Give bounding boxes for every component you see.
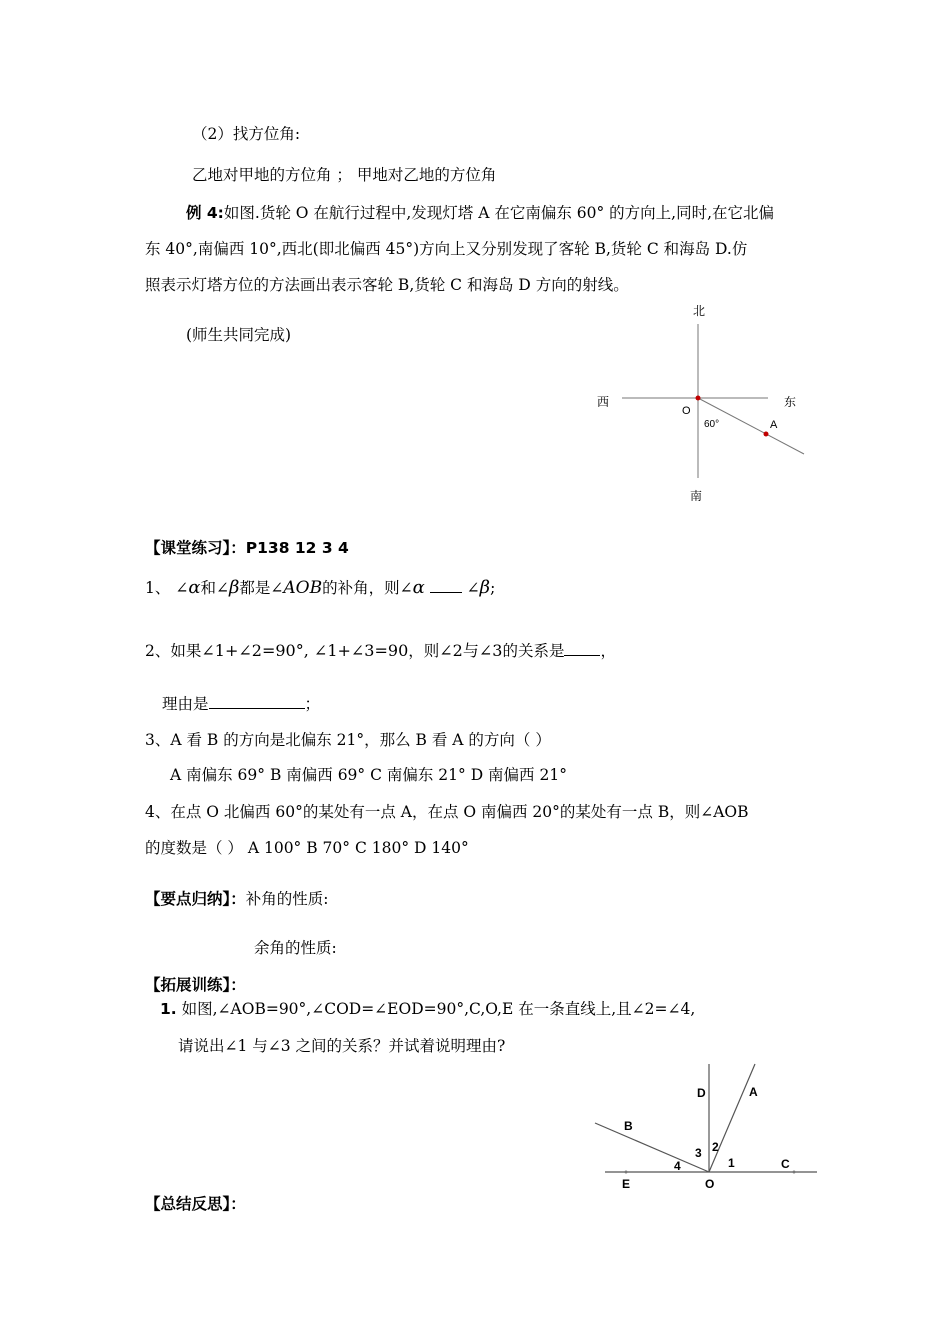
question-4-line1: 4、在点 O 北偏西 60°的某处有一点 A，在点 O 南偏西 20°的某处有一点 B，则∠AOB — [145, 803, 749, 821]
beta: β — [228, 577, 240, 598]
q2-text1: 如果 — [170, 642, 202, 660]
question-1 — [145, 576, 495, 598]
label-east: 东 — [784, 395, 797, 409]
q1-answer-blank[interactable] — [430, 578, 462, 593]
origin-dot — [696, 396, 701, 401]
q2-reason-semi: ； — [304, 695, 321, 713]
label-angle-3: 3 — [695, 1146, 702, 1160]
angle-diagram — [585, 1060, 825, 1195]
q1-num: 1、 — [145, 579, 171, 597]
summary-heading: 【要点归纳】： — [145, 890, 246, 908]
summary-supp: 补角的性质: — [245, 890, 329, 908]
example4-line1 — [186, 201, 774, 223]
practice-heading: 【课堂练习】： — [145, 539, 246, 557]
label-a: A — [770, 419, 778, 431]
q2-text3: 的关系是 — [502, 642, 565, 660]
example4-line2: 东 40°,南偏西 10°,西北(即北偏西 45°)方向上又分别发现了客轮 B,货轮 C 和海岛 D.仿 — [145, 240, 748, 258]
question-2-reason — [162, 692, 320, 714]
example4-note: (师生共同完成) — [186, 326, 292, 344]
q2-num: 2、 — [145, 642, 171, 660]
example4-text1: 如图.货轮 O 在航行过程中,发现灯塔 A 在它南偏东 60° 的方向上,同时,在它北偏 — [223, 204, 775, 222]
label-south: 南 — [690, 489, 703, 503]
example4-label: 例 4: — [186, 204, 224, 222]
question-3: 3、A 看 B 的方向是北偏东 21°，那么 B 看 A 的方向（ ） — [145, 731, 551, 749]
label-e: E — [622, 1177, 631, 1191]
alpha: α — [188, 577, 201, 598]
point-e — [625, 1171, 628, 1174]
extension-heading: 【拓展训练】： — [145, 976, 246, 994]
aob: AOB — [283, 578, 323, 598]
q2-comma: ， — [600, 642, 616, 660]
point-c — [793, 1171, 796, 1174]
part2-line: 乙地对甲地的方位角 ； 甲地对乙地的方位角 — [192, 166, 497, 184]
q1-semi: ; — [490, 579, 496, 597]
beta-2: β — [479, 577, 491, 598]
example4-line3: 照表示灯塔方位的方法画出表示客轮 B,货轮 C 和海岛 D 方向的射线。 — [145, 276, 629, 294]
label-o: O — [705, 1177, 715, 1191]
angle-symbol: ∠ — [270, 579, 284, 597]
q2-reason-label: 理由是 — [162, 695, 209, 713]
label-angle-1: 1 — [728, 1156, 735, 1170]
angle-symbol: ∠ — [215, 579, 229, 597]
compass-diagram — [590, 300, 820, 510]
extension-num: 1. — [160, 1000, 177, 1018]
part2-title: （2）找方位角: — [192, 125, 301, 143]
summary-line1 — [145, 887, 329, 909]
extension-line2: 请说出∠1 与∠3 之间的关系？并试着说明理由? — [178, 1037, 506, 1055]
label-a: A — [749, 1085, 758, 1099]
label-b: B — [624, 1119, 633, 1133]
ray-ob — [595, 1123, 709, 1172]
label-west: 西 — [597, 395, 610, 409]
angle-symbol: ∠ — [399, 579, 413, 597]
angle-symbol: ∠ — [466, 579, 480, 597]
q1-and: 和 — [200, 579, 216, 597]
question-2 — [145, 638, 616, 661]
label-angle-2: 2 — [712, 1140, 719, 1154]
q1-end: 的补角，则 — [322, 579, 400, 597]
extension-text1: 如图,∠AOB=90°,∠COD=∠EOD=90°,C,O,E 在一条直线上,且∠2=∠4, — [181, 1000, 696, 1018]
q2-expr2: ∠2与∠3 — [439, 641, 503, 660]
angle-symbol: ∠ — [175, 579, 189, 597]
alpha-2: α — [412, 577, 425, 598]
practice-pages: P138 12 3 4 — [245, 539, 349, 557]
practice-heading-line — [145, 536, 349, 558]
q2-reason-blank[interactable] — [209, 694, 305, 709]
q2-expr: ∠1+∠2=90°, ∠1+∠3=90 — [201, 641, 409, 660]
label-north: 北 — [693, 304, 706, 318]
extension-line1 — [160, 997, 695, 1019]
label-c: C — [781, 1157, 790, 1171]
question-3-options: A 南偏东 69° B 南偏西 69° C 南偏东 21° D 南偏西 21° — [170, 766, 567, 784]
reflection-heading: 【总结反思】： — [145, 1195, 246, 1213]
q2-answer-blank[interactable] — [564, 641, 600, 656]
label-origin: O — [682, 405, 691, 417]
question-4-line2: 的度数是（ ） A 100° B 70° C 180° D 140° — [145, 839, 469, 857]
q2-text2: ，则 — [408, 642, 440, 660]
q1-mid: 都是 — [239, 579, 271, 597]
summary-comp: 余角的性质: — [254, 939, 337, 957]
label-angle-4: 4 — [674, 1159, 681, 1173]
label-d: D — [697, 1086, 706, 1100]
point-a-dot — [764, 432, 769, 437]
label-angle: 60° — [704, 419, 720, 430]
